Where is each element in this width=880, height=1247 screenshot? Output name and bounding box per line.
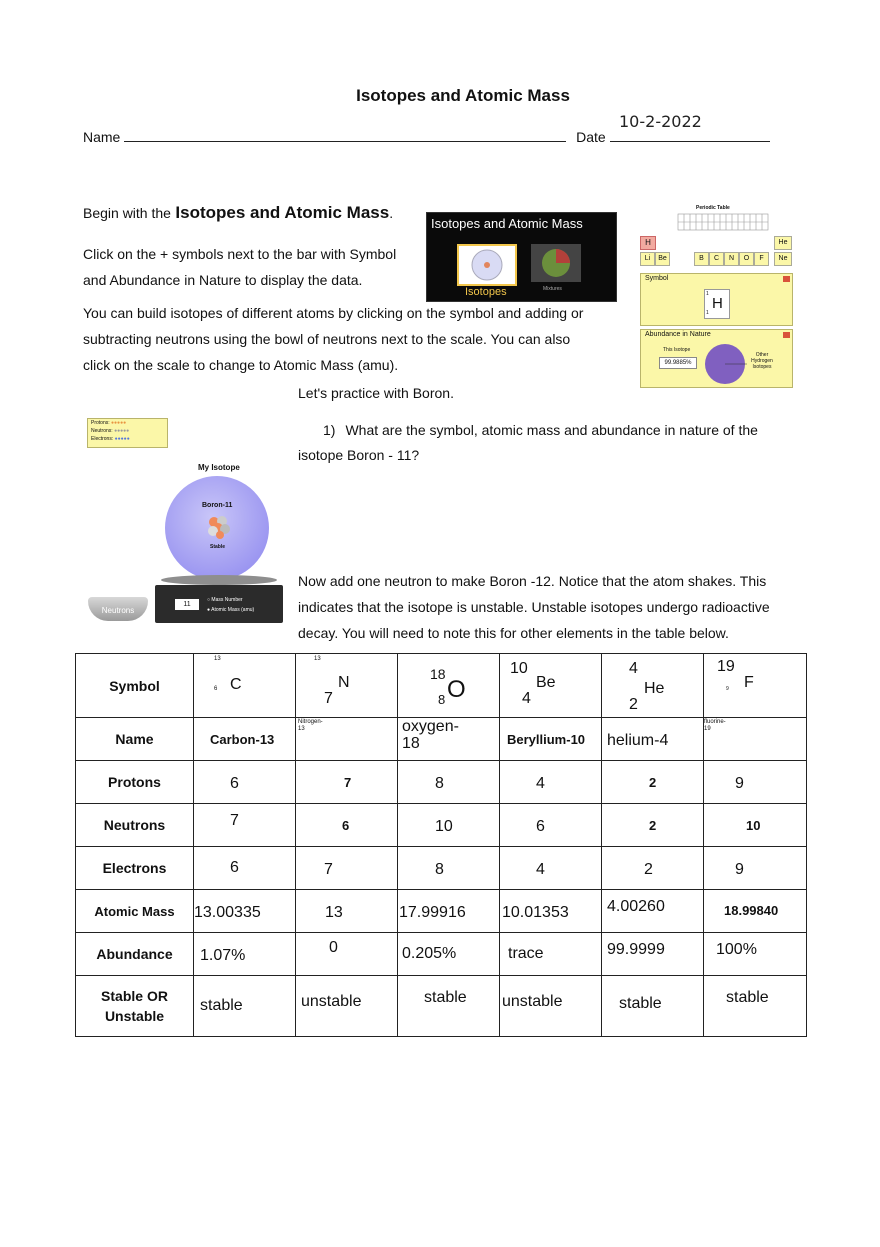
abundance-value: 1.07%	[200, 947, 246, 964]
element-symbol: F	[744, 674, 754, 691]
mass-number: 13	[214, 656, 221, 662]
question-1-number: 1)	[323, 422, 336, 438]
name-field[interactable]	[124, 127, 566, 142]
other-isotopes-label: Other Hydrogen Isotopes	[751, 352, 773, 370]
sim-thumbnail-title: Isotopes and Atomic Mass	[431, 216, 583, 231]
protons-value: 9	[735, 775, 744, 792]
name-value: Nitrogen-13	[298, 719, 323, 732]
atomic-mass-cell[interactable]	[398, 890, 500, 933]
abundance-panel-label: Abundance in Nature	[645, 331, 711, 338]
nucleus-icon	[204, 512, 234, 542]
electrons-cell[interactable]	[500, 847, 602, 890]
question-1-line-1: What are the symbol, atomic mass and abundance in nature of the	[345, 422, 758, 438]
element-F[interactable]: F	[754, 252, 769, 266]
protons-cell[interactable]	[602, 761, 704, 804]
abundance-value: 0.205%	[402, 945, 457, 962]
atomic-mass-cell[interactable]	[296, 890, 398, 933]
element-B[interactable]: B	[694, 252, 709, 266]
protons-cell[interactable]	[704, 761, 807, 804]
row-header-name: Name	[76, 718, 194, 761]
scale-readout: 11	[175, 599, 199, 610]
protons-cell[interactable]	[500, 761, 602, 804]
add-line-2: indicates that the isotope is unstable. Unstable isotopes undergo radioactive	[298, 599, 770, 615]
atomic-mass-value: 13.00335	[194, 904, 261, 921]
this-isotope-label: This Isotope	[663, 347, 691, 353]
table-row-abundance	[76, 933, 807, 976]
symbol-cell-he[interactable]	[602, 654, 704, 718]
my-isotope-label: My Isotope	[198, 463, 240, 472]
abundance-cell[interactable]	[194, 933, 296, 976]
symbol-cell-f[interactable]	[704, 654, 807, 718]
name-value: fluorine-19	[704, 719, 726, 732]
legend-electrons: Electrons:	[91, 436, 114, 442]
begin-line	[83, 203, 393, 223]
atom-icon	[459, 246, 515, 284]
atomic-number: 8	[438, 692, 446, 707]
name-value: helium-4	[607, 732, 669, 749]
row-header-electrons: Electrons	[76, 847, 194, 890]
isotopes-screen-icon[interactable]	[457, 244, 517, 286]
name-cell[interactable]	[194, 718, 296, 761]
neutron-bowl-label: Neutrons	[101, 606, 135, 615]
element-Be[interactable]: Be	[655, 252, 670, 266]
electrons-value: 7	[324, 861, 333, 878]
mass-number-label: Mass Number	[211, 597, 243, 603]
click-line-1: Click on the + symbols next to the bar with Symbol	[83, 246, 397, 262]
protons-value: 4	[536, 775, 545, 792]
isotopes-label: Isotopes	[465, 286, 507, 298]
mass-number: 19	[717, 658, 735, 675]
element-O[interactable]: O	[739, 252, 754, 266]
stability-value: unstable	[301, 993, 362, 1010]
electrons-value: 8	[435, 861, 444, 878]
neutrons-value: 7	[230, 812, 239, 829]
element-Li[interactable]: Li	[640, 252, 655, 266]
atomic-mass-cell[interactable]	[194, 890, 296, 933]
electrons-value: 6	[230, 859, 239, 876]
mixtures-screen-icon[interactable]	[531, 244, 581, 282]
atomic-mass-value: 18.99840	[724, 903, 779, 918]
mass-number: 4	[629, 660, 638, 677]
abundance-value: 100%	[716, 941, 757, 958]
scale-platform	[161, 575, 277, 585]
particle-legend: Protons: ●●●●● Neutrons: ●●●●● Electrons: ●●●●●	[87, 418, 168, 448]
electrons-cell[interactable]	[704, 847, 807, 890]
stability-value: unstable	[502, 993, 563, 1010]
protons-cell[interactable]	[296, 761, 398, 804]
atomic-mass-value: 10.01353	[502, 904, 569, 921]
atomic-mass-label: Atomic Mass (amu)	[211, 607, 255, 613]
name-value: Carbon-13	[210, 732, 275, 747]
date-label: Date	[576, 129, 606, 145]
sim-thumbnail[interactable]	[426, 212, 617, 302]
neutrons-value: 6	[536, 818, 545, 835]
name-value: Beryllium-10	[507, 732, 586, 747]
symbol-cell-o[interactable]	[398, 654, 500, 718]
abundance-cell[interactable]	[704, 933, 807, 976]
neutrons-cell[interactable]	[296, 804, 398, 847]
neutrons-cell[interactable]	[398, 804, 500, 847]
mass-number: 10	[510, 660, 528, 677]
row-header-protons: Protons	[76, 761, 194, 804]
name-label: Name	[83, 129, 121, 145]
element-H[interactable]: H	[640, 236, 656, 250]
atomic-mass-option[interactable]: ● Atomic Mass (amu)	[207, 607, 255, 613]
stability-cell[interactable]	[602, 976, 704, 1037]
name-cell[interactable]	[296, 718, 398, 761]
neutrons-cell[interactable]	[602, 804, 704, 847]
protons-value: 2	[649, 775, 657, 790]
protons-cell[interactable]	[398, 761, 500, 804]
build-line-2: subtracting neutrons using the bowl of neutrons next to the scale. You can also	[83, 331, 571, 347]
abundance-cell[interactable]	[398, 933, 500, 976]
element-symbol: O	[447, 676, 466, 703]
date-value[interactable]: 10-2-2022	[619, 112, 702, 131]
atomic-mass-cell[interactable]	[602, 890, 704, 933]
name-value: oxygen-18	[402, 718, 459, 752]
build-instructions	[83, 300, 583, 378]
protons-value: 8	[435, 775, 444, 792]
atomic-number: 4	[522, 690, 531, 707]
symbol-cell-n[interactable]	[296, 654, 398, 718]
electrons-value: 9	[735, 861, 744, 878]
neutrons-value: 10	[746, 818, 761, 833]
practice-text: Let's practice with Boron.	[298, 385, 454, 401]
click-line-2: and Abundance in Nature to display the data.	[83, 272, 363, 288]
table-row-symbol	[76, 654, 807, 718]
stability-value: stable	[726, 989, 769, 1006]
table-row-atomic-mass	[76, 890, 807, 933]
click-instructions	[83, 241, 396, 293]
page-title: Isotopes and Atomic Mass	[356, 86, 570, 105]
neutrons-cell[interactable]	[500, 804, 602, 847]
element-symbol: N	[338, 674, 350, 691]
table-row-electrons	[76, 847, 807, 890]
mass-number: 18	[430, 666, 446, 682]
neutrons-cell[interactable]	[194, 804, 296, 847]
build-line-3: click on the scale to change to Atomic Mass (amu).	[83, 357, 399, 373]
isotope-name: Boron-11	[202, 502, 233, 509]
isotope-table	[75, 653, 807, 1037]
table-row-stability	[76, 976, 807, 1037]
stability-cell[interactable]	[194, 976, 296, 1037]
element-Ne[interactable]: Ne	[774, 252, 792, 266]
electrons-cell[interactable]	[398, 847, 500, 890]
name-date-line	[83, 127, 770, 145]
stability-value: stable	[200, 997, 243, 1014]
pie-icon	[531, 244, 581, 282]
name-cell[interactable]	[500, 718, 602, 761]
scale[interactable]	[155, 575, 283, 623]
begin-suffix: .	[389, 205, 394, 221]
row-header-atomic-mass: Atomic Mass	[76, 890, 194, 933]
question-1	[298, 418, 758, 468]
row-header-symbol: Symbol	[76, 654, 194, 718]
mass-number: 13	[314, 656, 321, 662]
build-line-1: You can build isotopes of different atoms by clicking on the symbol and adding or	[83, 305, 584, 321]
mass-number-option[interactable]: ○ Mass Number	[207, 597, 243, 603]
electrons-cell[interactable]	[194, 847, 296, 890]
element-symbol: Be	[536, 674, 556, 691]
collapse-symbol-button[interactable]	[783, 276, 790, 282]
neutrons-value: 10	[435, 818, 453, 835]
table-row-name	[76, 718, 807, 761]
element-row-2	[640, 252, 795, 266]
atomic-mass-value: 4.00260	[607, 898, 665, 915]
protons-value: 7	[344, 775, 352, 790]
row-header-neutrons: Neutrons	[76, 804, 194, 847]
atomic-number: 9	[726, 686, 729, 692]
element-symbol: He	[644, 680, 665, 697]
add-neutron-text	[298, 568, 770, 646]
atomic-number: 6	[214, 686, 218, 692]
row-header-stability: Stable OR Unstable	[76, 976, 194, 1037]
abundance-value: 0	[329, 939, 338, 956]
mixtures-label: Mixtures	[543, 286, 562, 292]
name-cell[interactable]	[398, 718, 500, 761]
atomic-mass-value: 13	[325, 904, 343, 921]
stability-cell[interactable]	[398, 976, 500, 1037]
abundance-value: trace	[508, 945, 544, 962]
periodic-table-panel	[638, 205, 793, 269]
symbol-panel-label: Symbol	[645, 275, 669, 282]
atomic-number: 2	[629, 696, 638, 713]
protons-cell[interactable]	[194, 761, 296, 804]
add-line-3: decay. You will need to note this for other elements in the table below.	[298, 625, 729, 641]
abundance-cell[interactable]	[296, 933, 398, 976]
stability-cell[interactable]	[500, 976, 602, 1037]
abundance-value: 99.9999	[607, 941, 665, 958]
collapse-abundance-button[interactable]	[783, 332, 790, 338]
protons-value: 6	[230, 775, 239, 792]
neutrons-cell[interactable]	[704, 804, 807, 847]
abundance-panel	[640, 329, 793, 388]
electrons-value: 4	[536, 861, 545, 878]
element-N[interactable]: N	[724, 252, 739, 266]
symbol-cell-be[interactable]	[500, 654, 602, 718]
row-header-abundance: Abundance	[76, 933, 194, 976]
question-1-line-2: isotope Boron - 11?	[298, 447, 420, 463]
periodic-grid	[638, 212, 793, 252]
atomic-mass-cell[interactable]	[704, 890, 807, 933]
symbol-letter: H	[712, 295, 723, 312]
atomic-mass-value: 17.99916	[399, 904, 466, 921]
symbol-cell-c[interactable]	[194, 654, 296, 718]
begin-prefix: Begin with the	[83, 205, 171, 221]
legend-neutrons: Neutrons:	[91, 428, 113, 434]
legend-protons: Protons:	[91, 420, 110, 426]
stability-label: Stable	[210, 544, 226, 550]
neutrons-value: 6	[342, 818, 350, 833]
symbol-panel	[640, 273, 793, 326]
element-He[interactable]: He	[774, 236, 792, 250]
name-cell[interactable]	[704, 718, 807, 761]
electrons-value: 2	[644, 861, 653, 878]
table-row-protons	[76, 761, 807, 804]
abundance-cell[interactable]	[500, 933, 602, 976]
add-line-1: Now add one neutron to make Boron -12. Notice that the atom shakes. This	[298, 573, 767, 589]
element-C[interactable]: C	[709, 252, 724, 266]
electrons-cell[interactable]	[296, 847, 398, 890]
stability-value: stable	[619, 995, 662, 1012]
element-symbol: C	[230, 676, 242, 693]
periodic-table-title: Periodic Table	[696, 205, 730, 211]
symbol-mass: 1	[706, 291, 709, 297]
name-cell[interactable]	[602, 718, 704, 761]
table-row-neutrons	[76, 804, 807, 847]
neutrons-value: 2	[649, 818, 657, 833]
atomic-mass-cell[interactable]	[500, 890, 602, 933]
neutron-bowl[interactable]	[88, 597, 148, 621]
stability-cell[interactable]	[296, 976, 398, 1037]
electrons-cell[interactable]	[602, 847, 704, 890]
symbol-box	[704, 289, 730, 319]
stability-cell[interactable]	[704, 976, 807, 1037]
symbol-atomic: 1	[706, 310, 709, 316]
abundance-percent: 99.9885%	[659, 357, 697, 369]
atomic-number: 7	[324, 690, 333, 707]
abundance-cell[interactable]	[602, 933, 704, 976]
date-field[interactable]	[610, 127, 770, 142]
begin-sim-name: Isotopes and Atomic Mass	[175, 203, 390, 222]
stability-value: stable	[424, 989, 467, 1006]
abundance-pie	[703, 342, 747, 386]
